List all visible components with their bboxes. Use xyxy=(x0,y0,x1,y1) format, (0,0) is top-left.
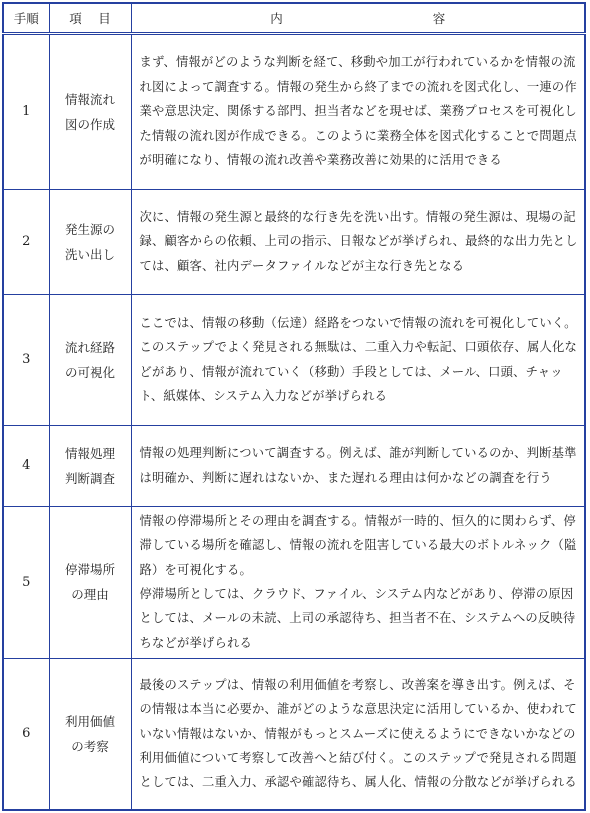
step-number: 6 xyxy=(3,658,49,810)
step-item-line: 停滞場所 xyxy=(64,562,115,577)
description-paragraph: 停滞場所としては、クラウド、ファイル、システム内などがあり、停滞の原因としては、メールの未読、上司の承認待ち、担当者不在、システムへの反映待ちなどが挙げられる xyxy=(139,587,576,650)
step-description xyxy=(131,33,585,189)
table-row xyxy=(3,658,585,810)
step-item-line: の理由 xyxy=(71,587,109,602)
step-number: 5 xyxy=(3,506,49,658)
step-description xyxy=(131,506,585,658)
table-row xyxy=(3,294,585,425)
description-paragraph: ここでは、情報の移動（伝達）経路をつないで情報の流れを可視化していく。このステップでよく発見される無駄は、二重入力や転記、口頭依存、属人化などがあり、情報が流れていく（移動）手段としては、メール、口頭、チャット、紙媒体、システム入力などが挙げられる xyxy=(139,315,578,403)
step-description xyxy=(131,425,585,506)
table-row xyxy=(3,189,585,294)
step-number: 1 xyxy=(3,33,49,189)
header-item: 項 目 xyxy=(49,3,131,33)
step-item-line: 発生源の xyxy=(64,221,115,237)
step-item xyxy=(49,33,131,189)
step-item-line: 流れ経路 xyxy=(64,339,115,355)
header-step: 手順 xyxy=(3,3,49,33)
description-paragraph: 情報の停滞場所とその理由を調査する。情報が一時的、恒久的に関わらず、停滞している場所を確認し、情報の流れを阻害している最大のボトルネック（隘路）を可視化する。 xyxy=(139,513,577,577)
step-item-line: 情報流れ xyxy=(64,91,115,107)
table-row xyxy=(3,425,585,506)
step-description xyxy=(131,658,585,810)
header-content-right: 容 xyxy=(432,10,446,26)
description-paragraph: 最後のステップは、情報の利用価値を考察し、改善案を導き出す。例えば、その情報は本当に必要か、誰がどのような意思決定に活用しているか、使われていない情報はないか、情報がもっとスムーズに使えるようにできないかなどの利用価値について考察して改善へと結び付く。このステップで発見される問題としては、二重入力、承認や確認待ち、属人化、情報の分散などが挙げられる xyxy=(139,677,577,790)
table-header-row xyxy=(3,3,585,33)
step-item xyxy=(49,425,131,506)
step-item-line: 図の作成 xyxy=(64,116,115,132)
description-paragraph: 次に、情報の発生源と最終的な行き先を洗い出す。情報の発生源は、現場の記録、顧客からの依頼、上司の指示、日報などが挙げられ、最終的な出力先としては、顧客、社内データファイルなどが主な行き先となる xyxy=(139,209,578,273)
step-description xyxy=(131,294,585,425)
description-paragraph: 情報の処理判断について調査する。例えば、誰が判断しているのか、判断基準は明確か、判断に遅れはないか、また遅れる理由は何かなどの調査を行う xyxy=(139,446,577,485)
step-item xyxy=(49,506,131,658)
step-item-line: 洗い出し xyxy=(64,246,115,262)
step-item-line: 情報処理 xyxy=(64,445,115,461)
step-number: 3 xyxy=(3,294,49,425)
header-content xyxy=(131,3,585,33)
table-row xyxy=(3,33,585,189)
step-item-line: の考察 xyxy=(71,738,109,754)
step-item-line: 利用価値 xyxy=(64,713,115,729)
step-item xyxy=(49,294,131,425)
step-item-line: 判断調査 xyxy=(64,470,115,486)
step-description xyxy=(131,189,585,294)
step-number: 2 xyxy=(3,189,49,294)
step-number: 4 xyxy=(3,425,49,506)
description-paragraph: まず、情報がどのような判断を経て、移動や加工が行われているかを情報の流れ図によって調査する。情報の発生から終了までの流れを図式化し、一連の作業や意思決定、関係する部門、担当者などを現せば、業務プロセスを可視化した情報の流れ図が作成できる。このように業務全体を図式化することで問題点が明確になり、情報の流れ改善や業務改善に効果的に活用できる xyxy=(139,55,577,168)
header-content-left: 内 xyxy=(270,10,283,26)
step-item xyxy=(49,189,131,294)
table-row xyxy=(3,506,585,658)
step-item-line: の可視化 xyxy=(64,364,115,380)
step-item xyxy=(49,658,131,810)
procedure-table xyxy=(2,2,586,811)
